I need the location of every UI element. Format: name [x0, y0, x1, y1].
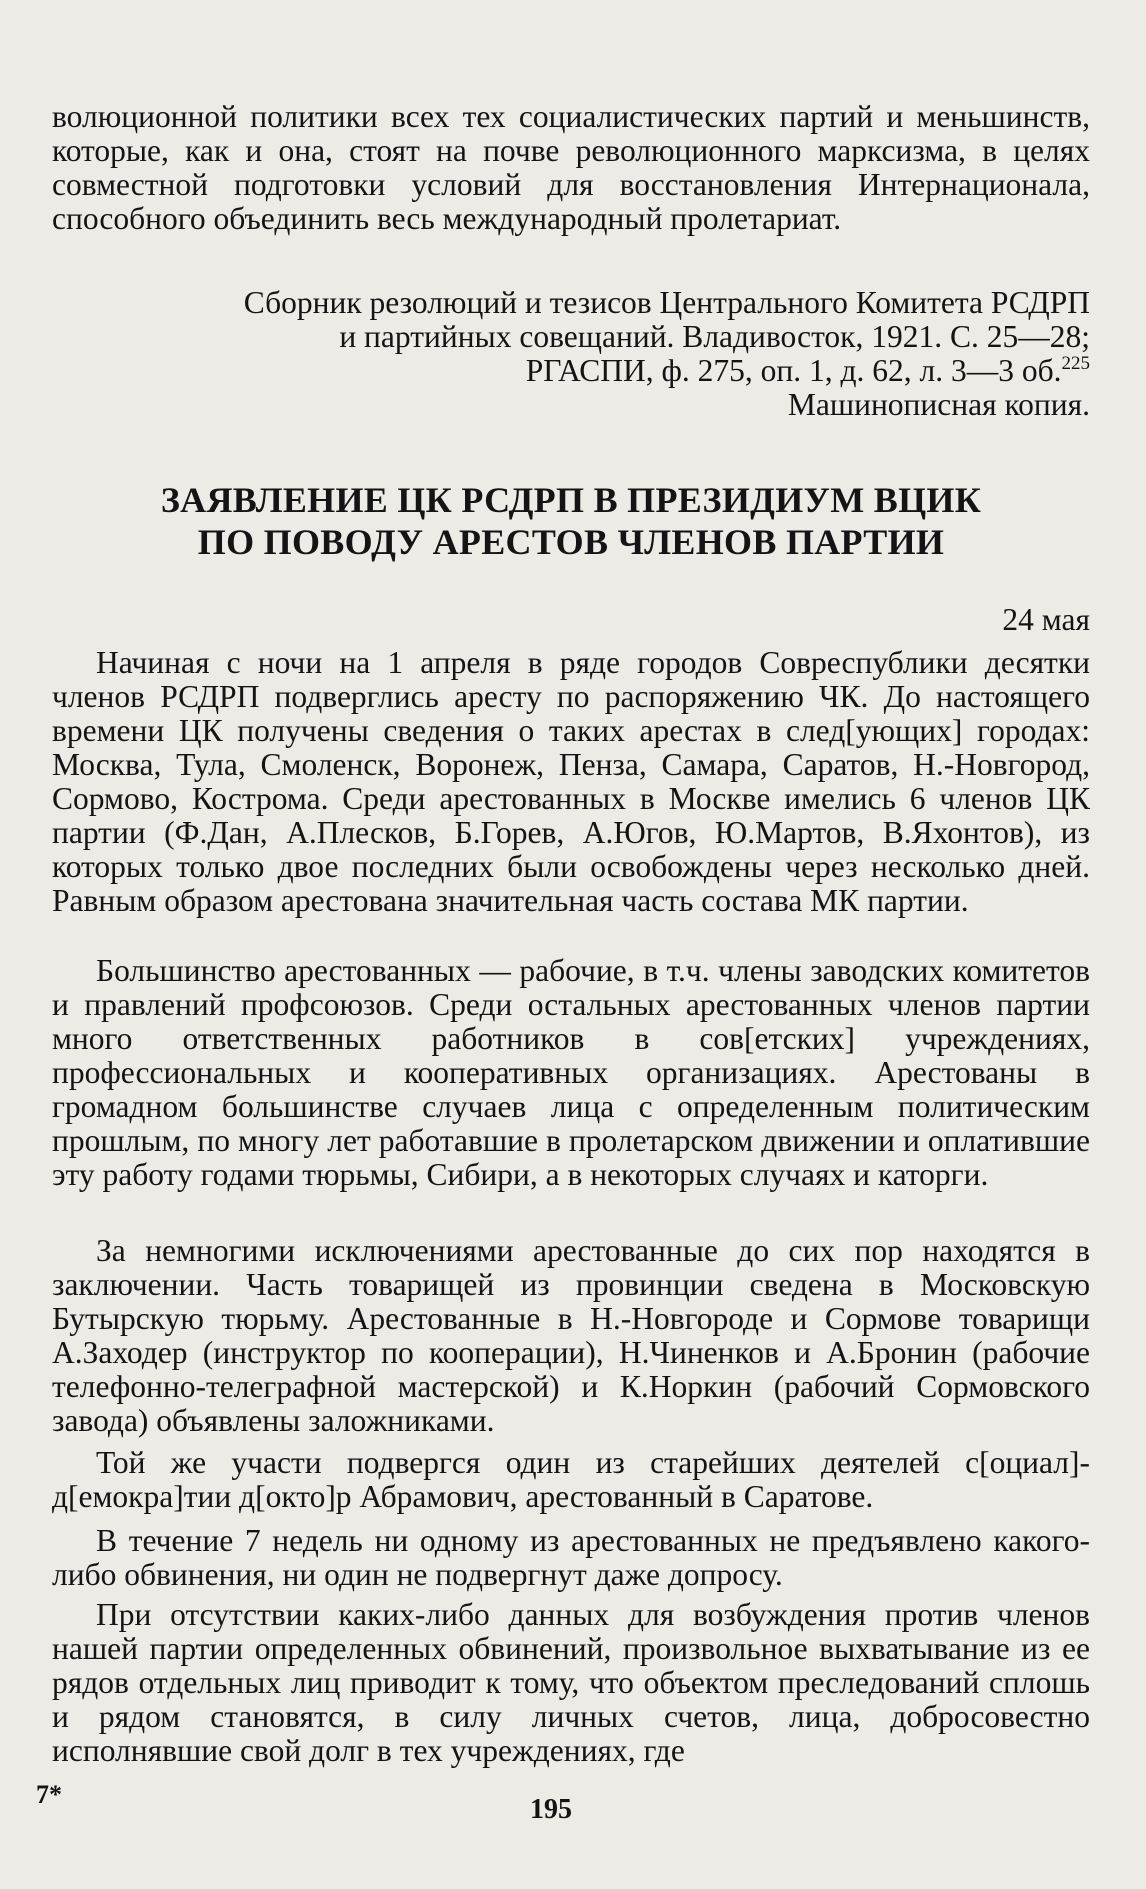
source-citation-line-3: [52, 354, 1090, 388]
source-citation-line-4: Машинописная копия.: [787, 387, 1090, 422]
footnote-reference: 225: [1061, 353, 1090, 374]
body-paragraph: Большинство арестованных — рабочие, в т.ч. члены заводских комитетов и правлений профсоюзов. Среди остальных арестованных членов партии много ответственных работников в сов[етских] учреждениях, профессиональных и кооперативных организациях. Арестованы в громадном большинстве случаев лица с определенным политическим прошлым, по многу лет работавшие в пролетарском движении и оплатившие эту работу годами тюрьмы, Сибири, а в некоторых случаях и каторги.: [52, 953, 1090, 1192]
signature-mark: 7*: [36, 1780, 62, 1809]
source-citation-line-1: Сборник резолюций и тезисов Центрального Комитета РСДРП: [243, 285, 1090, 320]
document-date: 24 мая: [1002, 602, 1090, 637]
page-number: 195: [530, 1794, 572, 1825]
body-paragraph: Той же участи подвергся один из старейших деятелей с[оциал]-д[емокра]тии д[окто]р Абрамович, арестованный в Саратове.: [52, 1445, 1090, 1514]
document-heading-line-1: ЗАЯВЛЕНИЕ ЦК РСДРП В ПРЕЗИДИУМ ВЦИК: [160, 480, 982, 520]
continued-paragraph: волюционной политики всех тех социалистических партий и меньшинств, которые, как и она, стоят на почве революционного марксизма, в целях совместной подготовки условий для восстановления Интернационала, способного объединить весь международный пролетариат.: [52, 99, 1090, 236]
body-paragraph: В течение 7 недель ни одному из арестованных не предъявлено какого-либо обвинения, ни один не подвергнут даже допросу.: [52, 1523, 1090, 1592]
body-paragraph: За немногими исключениями арестованные до сих пор находятся в заключении. Часть товарищей из провинции сведена в Московскую Бутырскую тюрьму. Арестованные в Н.-Новгороде и Сормове товарищи А.Заходер (инструктор по кооперации), Н.Чиненков и А.Бронин (рабочие телефонно-телеграфной мастерской) и К.Норкин (рабочий Сормовского завода) объявлены заложниками.: [52, 1233, 1090, 1438]
source-archive-ref: РГАСПИ, ф. 275, оп. 1, д. 62, л. 3—3 об.: [525, 353, 1062, 388]
document-heading-line-2: ПО ПОВОДУ АРЕСТОВ ЧЛЕНОВ ПАРТИИ: [197, 522, 945, 562]
body-paragraph: Начиная с ночи на 1 апреля в ряде городов Совреспублики десятки членов РСДРП подверглись аресту по распоряжению ЧК. До настоящего времени ЦК получены сведения о таких арестах в след[ующих] городах: Москва, Тула, Смоленск, Воронеж, Пенза, Самара, Саратов, Н.-Новгород, Сормово, Кострома. Среди арестованных в Москве имелись 6 членов ЦК партии (Ф.Дан, А.Плесков, Б.Горев, А.Югов, Ю.Мартов, В.Яхонтов), из которых только двое последних были освобождены через несколько дней. Равным образом арестована значительная часть состава МК партии.: [52, 645, 1090, 918]
source-citation-line-2: и партийных совещаний. Владивосток, 1921. С. 25—28;: [339, 319, 1090, 354]
body-paragraph: При отсутствии каких-либо данных для возбуждения против членов нашей партии определенных обвинений, произвольное выхватывание из ее рядов отдельных лиц приводит к тому, что объектом преследований сплошь и рядом становятся, в силу личных счетов, лица, добросовестно исполнявшие свой долг в тех учреждениях, где: [52, 1597, 1090, 1768]
